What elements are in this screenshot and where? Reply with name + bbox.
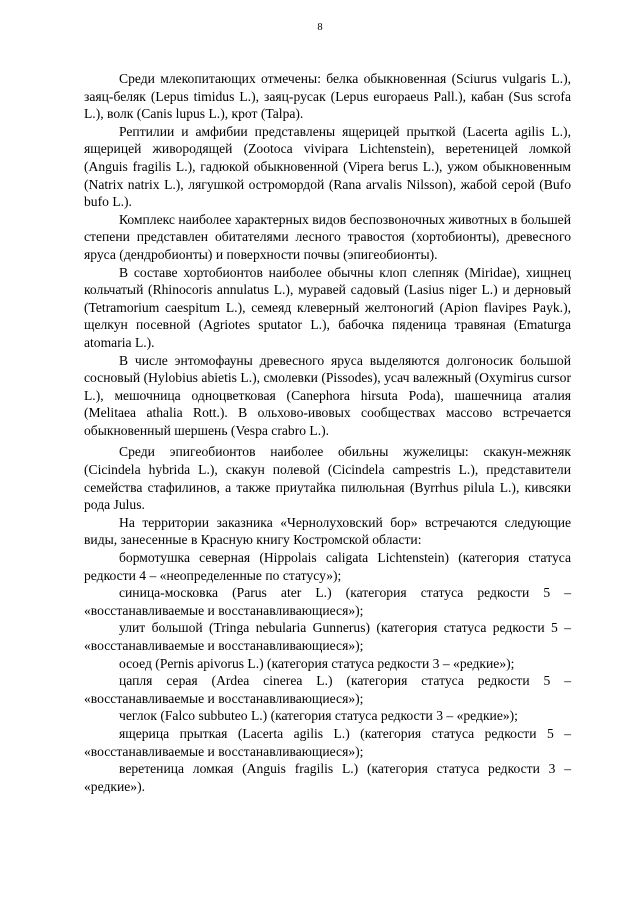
paragraph-mammals: Среди млекопитающих отмечены: белка обыкновенная (Sciurus vulgaris L.), заяц-беляк (Lepus timidus L.), заяц-русак (Lepus europaeus Pall.), кабан (Sus scrofa L.), волк (Canis lupus L.), крот (Talpa). xyxy=(84,71,571,122)
paragraph-hortobionts: В составе хортобионтов наиболее обычны клоп слепняк (Miridae), хищнец кольчатый (Rhinocoris annulatus L.), муравей садовый (Lasius niger L.) и дерновый (Tetramorium caespitum L.), семеяд клеверный желтоногий (Apion flavipes Payk.), щелкун посевной (Agriotes sputator L.), бабочка пяденица травяная (Ematurga atomaria L.). xyxy=(84,264,571,350)
page-number: 8 xyxy=(317,22,323,33)
paragraph-epigeobionts: Среди эпигеобионтов наиболее обильны жужелицы: скакун-межняк (Cicindela hybrida L.), скакун полевой (Cicindela campestris L.), представители семейства стафилинов, а также приутайка пилюльная (Byrrhus pilula L.), кивсяки рода Julus. xyxy=(84,444,571,513)
list-item-pernis: осоед (Pernis apivorus L.) (категория статуса редкости 3 – «редкие»); xyxy=(119,655,515,671)
list-item-lacerta: ящерица прыткая (Lacerta agilis L.) (категория статуса редкости 5 – «восстанавливаемые и восстанавливающиеся»); xyxy=(84,725,571,759)
paragraph-invertebrates: Комплекс наиболее характерных видов беспозвоночных животных в большей степени представлен обитателями лесного травостоя (хортобионты), древесного яруса (дендробионты) и поверхности почвы (эпигеобионты). xyxy=(84,211,571,262)
list-item-tringa: улит большой (Tringa nebularia Gunnerus) (категория статуса редкости 5 – «восстанавливаемые и восстанавливающиеся»); xyxy=(84,620,571,653)
list-item-anguis: веретеница ломкая (Anguis fragilis L.) (категория статуса редкости 3 – «редкие»). xyxy=(84,761,571,794)
list-item-hippolais: бормотушка северная (Hippolais caligata Lichtenstein) (категория статуса редкости 4 – «неопределенные по статусу»); xyxy=(84,550,571,583)
list-item-falco: чеглок (Falco subbuteo L.) (категория статуса редкости 3 – «редкие»); xyxy=(119,708,518,724)
paragraph-dendrobionts: В числе энтомофауны древесного яруса выделяются долгоносик большой сосновый (Hylobius abietis L.), смолевки (Pissodes), усач валежный (Oxymirus cursor L.), мешочница одноцветковая (Canephora hirsuta Poda), шашечница аталия (Melitaea athalia Rott.). В ольхово-ивовых сообществах массово встречается обыкновенный шершень (Vespa crabro L.). xyxy=(84,352,571,438)
list-item-ardea: цапля серая (Ardea cinerea L.) (категория статуса редкости 5 – «восстанавливаемые и восстанавливающиеся»); xyxy=(84,673,571,706)
paragraph-reptiles-amphibians: Рептилии и амфибии представлены ящерицей прыткой (Lacerta agilis L.), ящерицей живородящей (Zootoca vivipara Lichtenstein), веретеницей ломкой (Anguis fragilis L.), гадюкой обыкновенной (Vipera berus L.), ужом обыкновенным (Natrix natrix L.), лягушкой остромордой (Rana arvalis Nilsson), жабой серой (Bufo bufo L.). xyxy=(84,123,571,210)
list-item-parus: синица-московка (Parus ater L.) (категория статуса редкости 5 – «восстанавливаемые и восстанавливающиеся»); xyxy=(84,585,571,618)
paragraph-red-book-intro: На территории заказника «Чернолуховский бор» встречаются следующие виды, занесенные в Красную книгу Костромской области: xyxy=(84,514,571,548)
body-text xyxy=(84,70,571,795)
